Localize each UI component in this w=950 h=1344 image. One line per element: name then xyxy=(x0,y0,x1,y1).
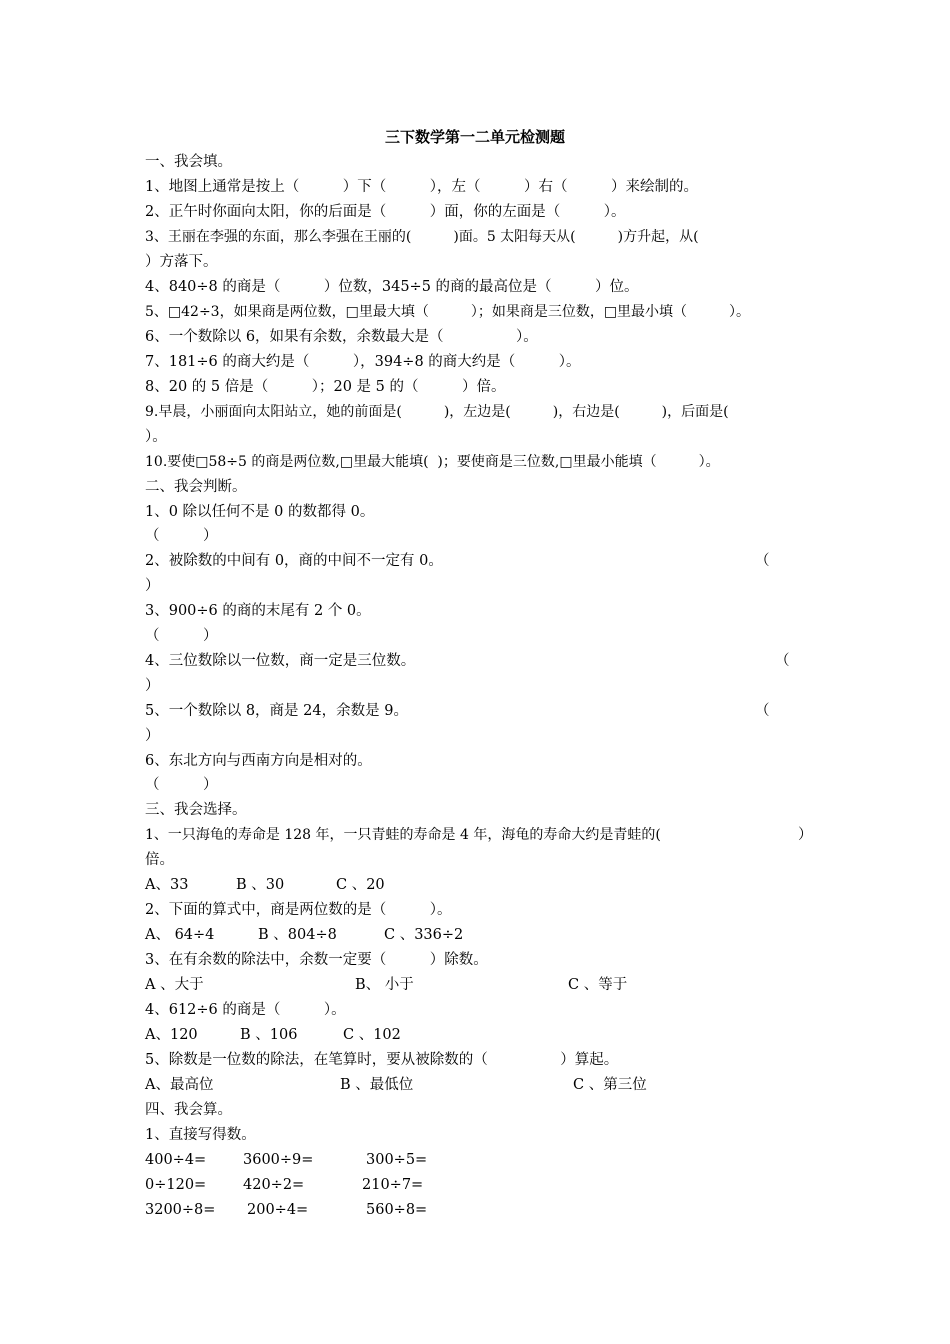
fill-question-3-line1: 3、王丽在李强的东面，那么李强在王丽的( )面。5 太阳每天从( )方升起，从( xyxy=(145,229,699,245)
section-2-heading: 二、我会判断。 xyxy=(145,479,247,495)
judge-answer-4-open: （ xyxy=(775,653,790,669)
calc-item: 200÷4= xyxy=(247,1202,309,1218)
fill-question-2: 2、正午时你面向太阳，你的后面是（ ）面，你的左面是（ ）。 xyxy=(145,204,626,220)
choice-2-option-a: A、 64÷4 xyxy=(145,927,215,943)
judge-question-2: 2、被除数的中间有 0，商的中间不一定有 0。 xyxy=(145,553,443,569)
choice-1-option-b: B 、30 xyxy=(236,877,285,893)
judge-question-5: 5、一个数除以 8，商是 24，余数是 9。 xyxy=(145,703,408,719)
choice-4-option-b: B 、106 xyxy=(240,1027,298,1043)
fill-question-6: 6、一个数除以 6，如果有余数，余数最大是（ ）。 xyxy=(145,329,538,345)
judge-question-1: 1、0 除以任何不是 0 的数都得 0。 xyxy=(145,504,375,520)
judge-answer-3: （ ） xyxy=(145,628,218,644)
choice-1-option-a: A、33 xyxy=(145,877,189,893)
fill-question-8: 8、20 的 5 倍是（ ）；20 是 5 的（ ）倍。 xyxy=(145,379,506,395)
choice-question-2: 2、下面的算式中，商是两位数的是（ ）。 xyxy=(145,902,452,918)
choice-5-option-b: B 、最低位 xyxy=(340,1077,414,1093)
calc-item: 560÷8= xyxy=(366,1202,428,1218)
fill-question-3-line2: ）方落下。 xyxy=(145,254,218,270)
judge-question-4: 4、三位数除以一位数，商一定是三位数。 xyxy=(145,653,416,669)
choice-2-option-b: B 、804÷8 xyxy=(258,927,337,943)
judge-answer-5-close: ） xyxy=(145,728,160,744)
calc-item: 300÷5= xyxy=(366,1152,428,1168)
choice-5-option-a: A、最高位 xyxy=(145,1077,214,1093)
choice-5-option-c: C 、第三位 xyxy=(573,1077,647,1093)
choice-4-option-a: A、120 xyxy=(145,1027,198,1043)
judge-question-3: 3、900÷6 的商的末尾有 2 个 0。 xyxy=(145,603,371,619)
worksheet-title: 三下数学第一二单元检测题 xyxy=(384,128,565,146)
calc-item: 420÷2= xyxy=(243,1177,305,1193)
section-1-heading: 一、我会填。 xyxy=(145,154,232,170)
section-3-heading: 三、我会选择。 xyxy=(145,802,247,818)
choice-question-1-line1: 1、一只海龟的寿命是 128 年，一只青蛙的寿命是 4 年，海龟的寿命大约是青蛙的( xyxy=(145,827,661,843)
judge-question-6: 6、东北方向与西南方向是相对的。 xyxy=(145,753,372,769)
fill-question-1: 1、地图上通常是按上（ ）下（ ），左（ ）右（ ）来绘制的。 xyxy=(145,179,698,195)
choice-3-option-c: C 、等于 xyxy=(568,977,628,993)
choice-question-1-close: ） xyxy=(798,827,813,843)
fill-question-4: 4、840÷8 的商是（ ）位数，345÷5 的商的最高位是（ ）位。 xyxy=(145,279,639,295)
fill-question-7: 7、181÷6 的商大约是（ ），394÷8 的商大约是（ ）。 xyxy=(145,354,581,370)
choice-question-5: 5、除数是一位数的除法，在笔算时，要从被除数的（ ）算起。 xyxy=(145,1052,619,1068)
judge-answer-5-open: （ xyxy=(755,703,770,719)
calc-item: 3600÷9= xyxy=(243,1152,314,1168)
judge-answer-6: （ ） xyxy=(145,777,218,793)
choice-2-option-c: C 、336÷2 xyxy=(384,927,464,943)
choice-question-1-line2: 倍。 xyxy=(145,852,174,868)
calc-item: 3200÷8= xyxy=(145,1202,216,1218)
section-4-heading: 四、我会算。 xyxy=(145,1102,232,1118)
choice-question-3: 3、在有余数的除法中，余数一定要（ ）除数。 xyxy=(145,952,488,968)
choice-3-option-a: A 、大于 xyxy=(145,977,204,993)
judge-answer-2-open: （ xyxy=(755,553,770,569)
judge-answer-4-close: ） xyxy=(145,678,160,694)
calc-item: 400÷4= xyxy=(145,1152,207,1168)
choice-3-option-b: B、 小于 xyxy=(355,977,414,993)
choice-1-option-c: C 、20 xyxy=(336,877,385,893)
calc-item: 0÷120= xyxy=(145,1177,207,1193)
choice-question-4: 4、612÷6 的商是（ ）。 xyxy=(145,1002,346,1018)
fill-question-9-line1: 9.早晨，小丽面向太阳站立，她的前面是( )，左边是( )，右边是( )，后面是( xyxy=(145,404,729,420)
calc-item: 210÷7= xyxy=(362,1177,424,1193)
fill-question-9-line2: ）。 xyxy=(145,429,167,445)
judge-answer-1: （ ） xyxy=(145,528,218,544)
fill-question-10: 10.要使□58÷5 的商是两位数,□里最大能填( )；要使商是三位数,□里最小能填（ ）。 xyxy=(145,454,720,470)
choice-4-option-c: C 、102 xyxy=(343,1027,401,1043)
calc-subheading: 1、直接写得数。 xyxy=(145,1127,256,1143)
fill-question-5: 5、□42÷3，如果商是两位数，□里最大填（ ）；如果商是三位数，□里最小填（ ）。 xyxy=(145,304,751,320)
judge-answer-2-close: ） xyxy=(145,578,160,594)
